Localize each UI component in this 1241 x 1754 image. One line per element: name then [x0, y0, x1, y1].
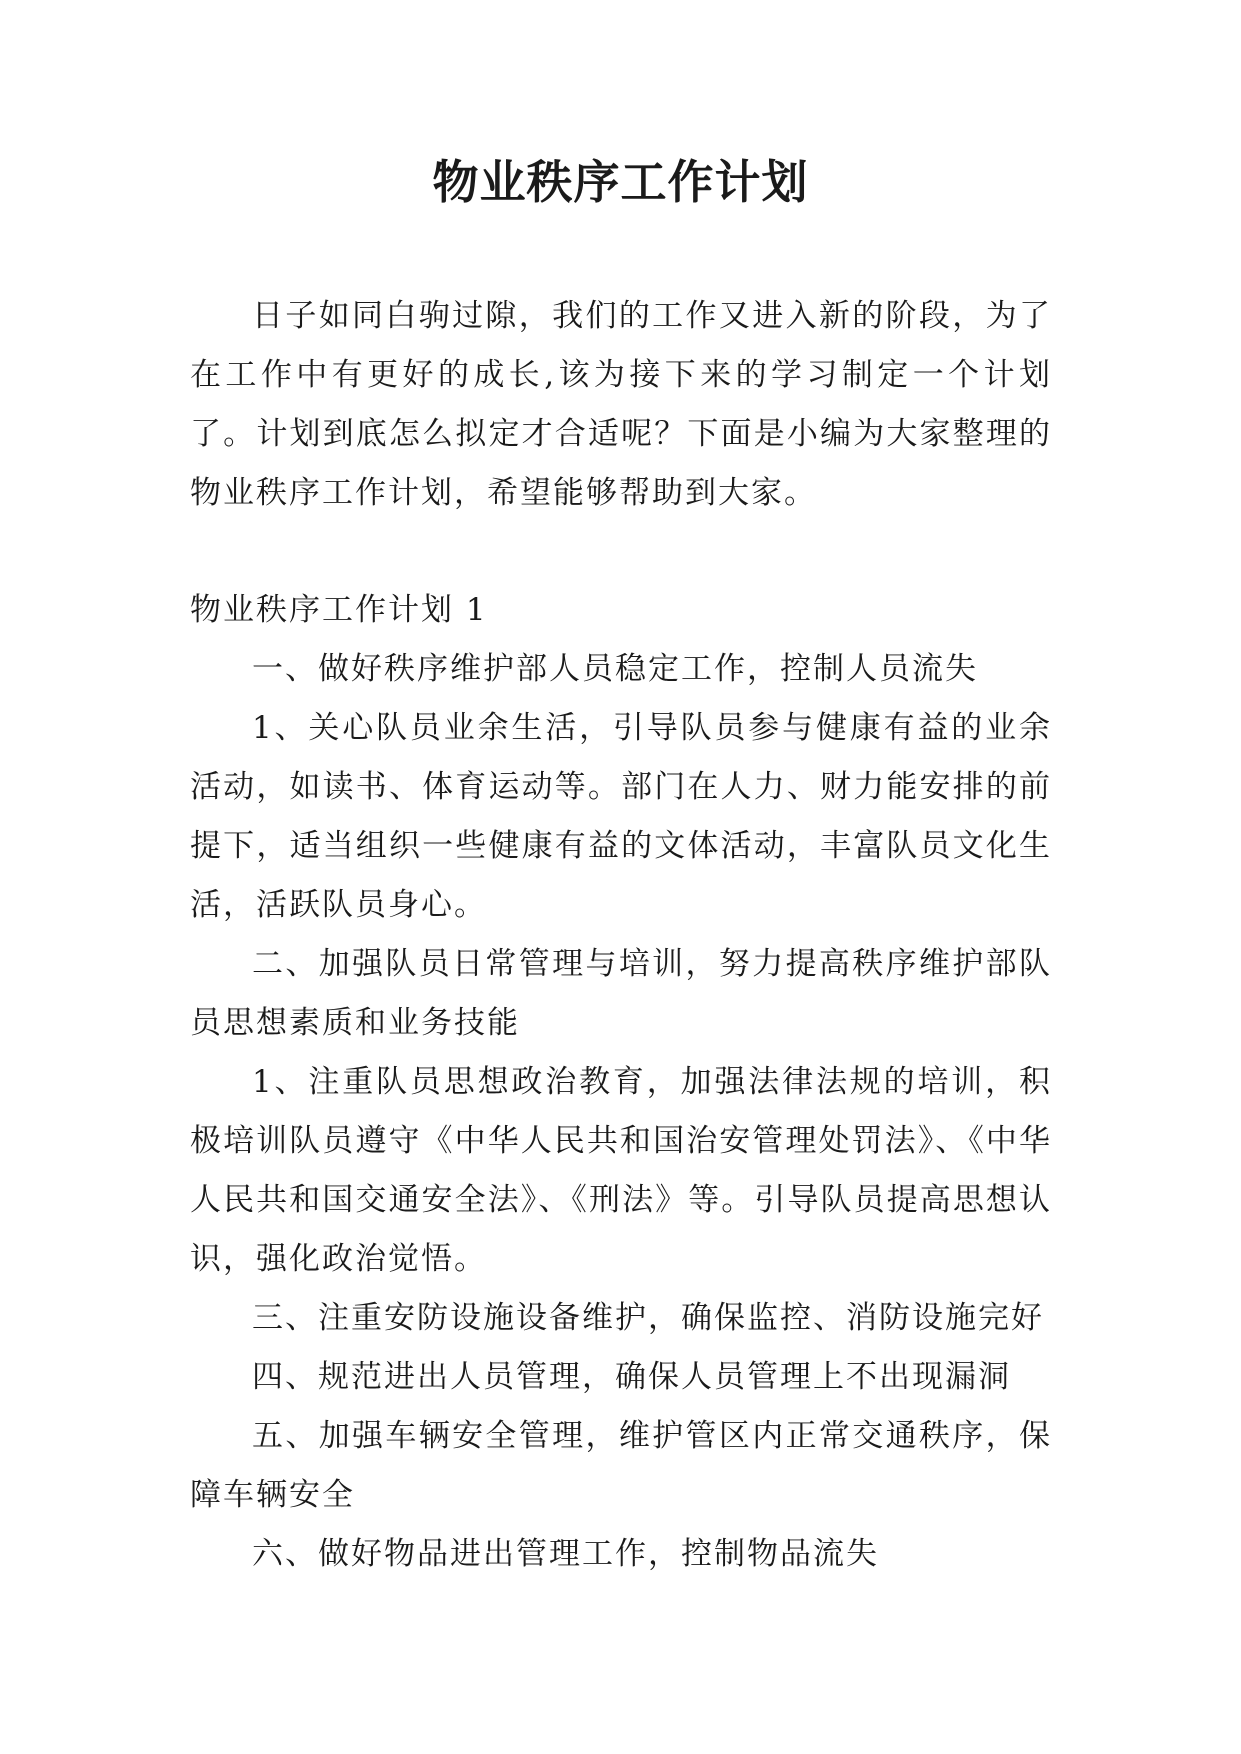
paragraph-heading-6: 六、做好物品进出管理工作，控制物品流失 — [252, 1536, 879, 1572]
paragraph-heading-5: 五、加强车辆安全管理，维护管区内正常交通秩序，保障车辆安全 — [190, 1418, 1052, 1513]
paragraph-item-2-1: 1、注重队员思想政治教育，加强法律法规的培训，积极培训队员遵守《中华人民共和国治安管理处罚法》、《中华人民共和国交通安全法》、《刑法》等。引导队员提高思想认识，强化政治觉悟。 — [190, 1064, 1052, 1277]
paragraph-heading-1: 一、做好秩序维护部人员稳定工作，控制人员流失 — [252, 651, 978, 687]
paragraph-heading-4: 四、规范进出人员管理，确保人员管理上不出现漏洞 — [252, 1359, 1011, 1395]
section-heading: 物业秩序工作计划 1 — [190, 592, 488, 628]
paragraph-item-1-1: 1、关心队员业余生活，引导队员参与健康有益的业余活动，如读书、体育运动等。部门在人力、财力能安排的前提下，适当组织一些健康有益的文体活动，丰富队员文化生活，活跃队员身心。 — [190, 710, 1052, 923]
paragraph-heading-3: 三、注重安防设施设备维护，确保监控、消防设施完好 — [252, 1300, 1044, 1336]
document-body — [190, 287, 1052, 1584]
intro-paragraph: 日子如同白驹过隙，我们的工作又进入新的阶段，为了在工作中有更好的成长,该为接下来的学习制定一个计划了。计划到底怎么拟定才合适呢？下面是小编为大家整理的物业秩序工作计划，希望能够帮助到大家。 — [190, 298, 1052, 511]
document-title: 物业秩序工作计划 — [432, 155, 809, 209]
paragraph-heading-2: 二、加强队员日常管理与培训，努力提高秩序维护部队员思想素质和业务技能 — [190, 946, 1052, 1041]
